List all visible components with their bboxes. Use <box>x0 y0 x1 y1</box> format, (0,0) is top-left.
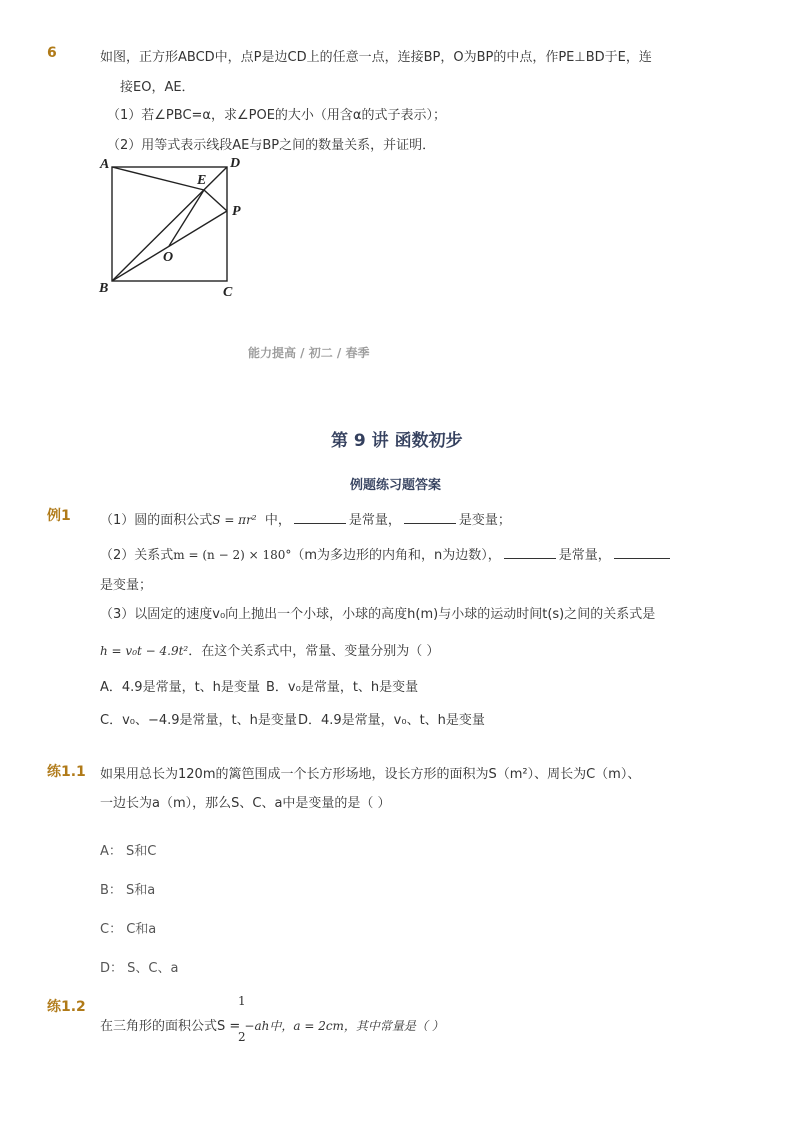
formula-triangle-area: −ah中，a = 2cm，其中常量是（ ） <box>244 1019 444 1033</box>
formula-circle-area: S = πr² <box>212 513 257 527</box>
text: 是常量， <box>558 548 611 563</box>
text: 是变量； <box>458 513 511 528</box>
question-text-line1: 如图，正方形ABCD中，点P是边CD上的任意一点，连接BP，O为BP的中点，作PE⊥BD于E，连 <box>100 50 652 65</box>
option-a: A．4.9是常量，t、h是变量 <box>100 680 260 695</box>
example-part1 <box>100 509 511 528</box>
example-part2-cont: 是变量； <box>100 578 153 593</box>
answer-blank <box>504 548 556 559</box>
text: 在三角形的面积公式S = <box>100 1019 245 1034</box>
answer-blank <box>614 548 670 559</box>
practice-number: 练1.1 <box>47 764 86 780</box>
practice-number: 练1.2 <box>47 999 86 1015</box>
practice-text <box>100 1015 444 1034</box>
segment-ae <box>112 167 207 190</box>
label-d: D <box>230 156 241 171</box>
text: 中， <box>264 513 291 528</box>
question-number: 6 <box>47 45 57 61</box>
label-o: O <box>163 250 174 265</box>
text: 是常量， <box>348 513 401 528</box>
section-title: 例题练习题答案 <box>350 478 442 493</box>
example-number: 例1 <box>47 508 71 524</box>
lecture-title: 第 9 讲 函数初步 <box>331 431 463 451</box>
text: （1）圆的面积公式 <box>100 513 213 528</box>
option-c: C．v₀、−4.9是常量，t、h是变量 <box>100 713 297 728</box>
text: （2）关系式 <box>100 548 174 563</box>
option-a: A： S和C <box>100 844 157 859</box>
fraction-denominator: 2 <box>238 1030 246 1044</box>
example-part3-formula-line <box>100 640 439 659</box>
text: （m为多边形的内角和，n为边数）， <box>291 548 501 563</box>
fraction-numerator: 1 <box>238 994 246 1008</box>
option-c: C： C和a <box>100 922 157 937</box>
practice-text-line2: 一边长为a（m），那么S、C、a中是变量的是（ ） <box>100 796 391 811</box>
option-b: B．v₀是常量，t、h是变量 <box>266 680 419 695</box>
label-a: A <box>100 157 110 172</box>
text: ．在这个关系式中，常量、变量分别为（ ） <box>188 644 440 659</box>
example-part3: （3）以固定的速度v₀向上抛出一个小球，小球的高度h(m)与小球的运动时间t(s)之间的关系式是 <box>100 607 656 622</box>
label-e: E <box>197 173 207 188</box>
practice-text-line1: 如果用总长为120m的篱笆围成一个长方形场地，设长方形的面积为S（m²）、周长为C（m）、 <box>100 767 641 782</box>
formula-angle-sum: m = (n − 2) × 180° <box>173 548 292 562</box>
question-text-line2: 接EO，AE． <box>120 80 195 95</box>
label-b: B <box>99 281 109 296</box>
answer-blank <box>294 513 346 524</box>
segment-pe <box>204 190 227 211</box>
segment-eo <box>169 190 204 246</box>
question-part1: （1）若∠PBC=α，求∠POE的大小（用含α的式子表示）； <box>107 108 447 123</box>
question-part2: （2）用等式表示线段AE与BP之间的数量关系，并证明． <box>107 138 436 153</box>
option-d: D： S、C、a <box>100 961 179 976</box>
formula-height: h = v₀t − 4.9t² <box>100 644 189 658</box>
option-b: B： S和a <box>100 883 156 898</box>
page-footer: 能力提高 / 初二 / 春季 <box>248 346 370 360</box>
answer-blank <box>404 513 456 524</box>
label-c: C <box>223 285 233 300</box>
example-part2 <box>100 544 673 563</box>
label-p: P <box>232 204 241 219</box>
option-d: D．4.9是常量，v₀、t、h是变量 <box>298 713 485 728</box>
